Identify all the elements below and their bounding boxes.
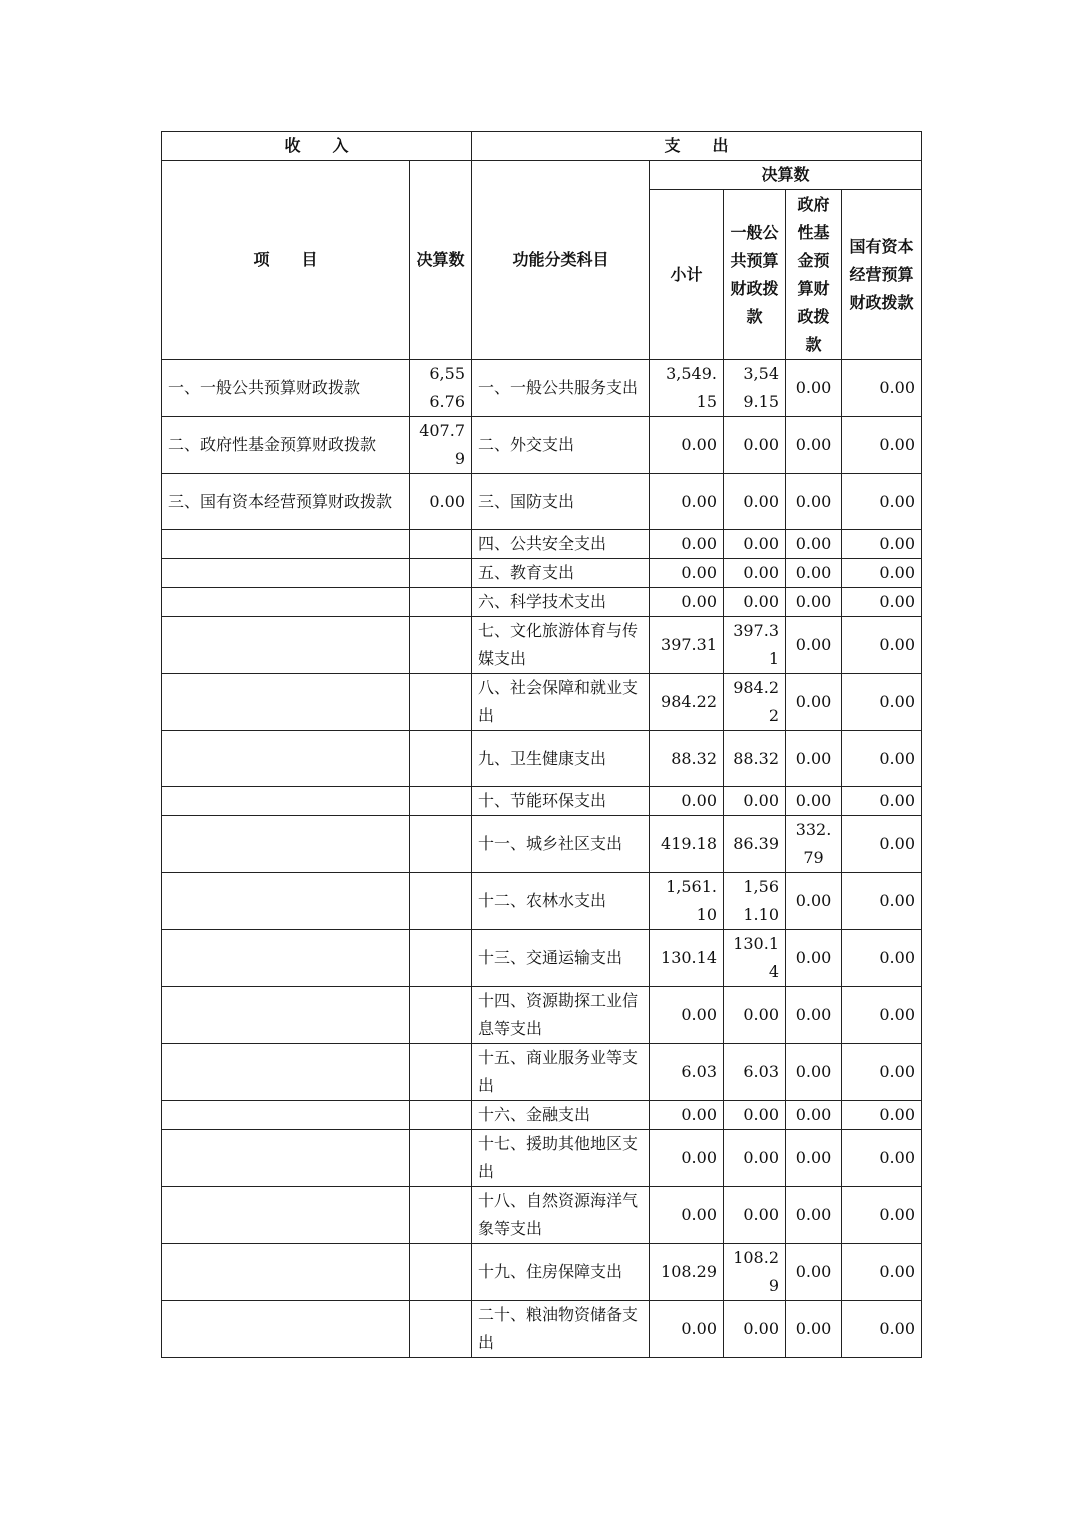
- subtotal-cell: 0.00: [650, 530, 724, 559]
- subtotal-cell: 130.14: [650, 930, 724, 987]
- general-public-cell: 0.00: [724, 559, 786, 588]
- income-value-cell: 407.79: [410, 417, 472, 474]
- income-item-cell: [162, 1187, 410, 1244]
- gov-fund-cell: 0.00: [786, 731, 842, 787]
- income-item-cell: [162, 787, 410, 816]
- category-cell: 七、文化旅游体育与传媒支出: [472, 617, 650, 674]
- table-row: [162, 987, 922, 1044]
- state-capital-cell: 0.00: [842, 873, 922, 930]
- income-value-cell: [410, 1244, 472, 1301]
- category-cell: 四、公共安全支出: [472, 530, 650, 559]
- table-row: [162, 1130, 922, 1187]
- subtotal-cell: 0.00: [650, 1130, 724, 1187]
- subtotal-cell: 0.00: [650, 987, 724, 1044]
- income-item-cell: [162, 588, 410, 617]
- category-cell: 十一、城乡社区支出: [472, 816, 650, 873]
- gov-fund-cell: 0.00: [786, 787, 842, 816]
- gov-fund-cell: 0.00: [786, 1130, 842, 1187]
- budget-final-header: 决算数: [650, 161, 922, 190]
- gov-fund-cell: 0.00: [786, 1244, 842, 1301]
- income-item-cell: [162, 1101, 410, 1130]
- gov-fund-cell: 0.00: [786, 873, 842, 930]
- item-header: 项 目: [162, 161, 410, 360]
- state-capital-cell: 0.00: [842, 617, 922, 674]
- state-capital-cell: 0.00: [842, 417, 922, 474]
- gov-fund-cell: 0.00: [786, 417, 842, 474]
- subtotal-cell: 0.00: [650, 417, 724, 474]
- income-header: 收 入: [162, 132, 472, 161]
- state-capital-cell: 0.00: [842, 930, 922, 987]
- table-row: [162, 530, 922, 559]
- category-cell: 五、教育支出: [472, 559, 650, 588]
- category-cell: 九、卫生健康支出: [472, 731, 650, 787]
- income-value-cell: [410, 559, 472, 588]
- gov-fund-cell: 0.00: [786, 617, 842, 674]
- subtotal-cell: 0.00: [650, 559, 724, 588]
- income-value-cell: [410, 731, 472, 787]
- gov-fund-cell: 0.00: [786, 1301, 842, 1358]
- gov-fund-cell: 0.00: [786, 674, 842, 731]
- category-cell: 一、一般公共服务支出: [472, 360, 650, 417]
- state-capital-cell: 0.00: [842, 559, 922, 588]
- income-value-cell: [410, 1044, 472, 1101]
- state-capital-cell: 0.00: [842, 474, 922, 530]
- category-cell: 十九、住房保障支出: [472, 1244, 650, 1301]
- subtotal-cell: 3,549.15: [650, 360, 724, 417]
- income-value-cell: 6,556.76: [410, 360, 472, 417]
- state-capital-cell: 0.00: [842, 987, 922, 1044]
- income-item-cell: [162, 1301, 410, 1358]
- income-value-cell: 0.00: [410, 474, 472, 530]
- state-capital-cell: 0.00: [842, 360, 922, 417]
- table-row: [162, 930, 922, 987]
- income-value-cell: [410, 1101, 472, 1130]
- subtotal-cell: 0.00: [650, 474, 724, 530]
- general-public-cell: 0.00: [724, 787, 786, 816]
- subtotal-header: 小计: [650, 190, 724, 360]
- subtotal-cell: 0.00: [650, 1101, 724, 1130]
- gov-fund-cell: 0.00: [786, 474, 842, 530]
- subtotal-cell: 6.03: [650, 1044, 724, 1101]
- general-public-cell: 0.00: [724, 1101, 786, 1130]
- general-public-cell: 0.00: [724, 588, 786, 617]
- category-cell: 十八、自然资源海洋气象等支出: [472, 1187, 650, 1244]
- general-public-cell: 130.14: [724, 930, 786, 987]
- subtotal-cell: 108.29: [650, 1244, 724, 1301]
- subtotal-cell: 0.00: [650, 1301, 724, 1358]
- state-capital-cell: 0.00: [842, 588, 922, 617]
- final-amount-header: 决算数: [410, 161, 472, 360]
- category-cell: 二十、粮油物资储备支出: [472, 1301, 650, 1358]
- gov-fund-cell: 0.00: [786, 530, 842, 559]
- gov-fund-cell: 0.00: [786, 1101, 842, 1130]
- subtotal-cell: 0.00: [650, 588, 724, 617]
- gov-fund-cell: 0.00: [786, 588, 842, 617]
- income-value-cell: [410, 930, 472, 987]
- header-row-top: [162, 132, 922, 161]
- table-row: [162, 1044, 922, 1101]
- table-row: [162, 1244, 922, 1301]
- state-capital-cell: 0.00: [842, 1101, 922, 1130]
- income-item-cell: [162, 530, 410, 559]
- general-public-header: 一般公共预算财政拨款: [724, 190, 786, 360]
- general-public-cell: 0.00: [724, 530, 786, 559]
- subtotal-cell: 984.22: [650, 674, 724, 731]
- state-capital-cell: 0.00: [842, 787, 922, 816]
- income-item-cell: [162, 1130, 410, 1187]
- subtotal-cell: 0.00: [650, 1187, 724, 1244]
- table-row: [162, 787, 922, 816]
- income-item-cell: [162, 617, 410, 674]
- income-value-cell: [410, 987, 472, 1044]
- general-public-cell: 984.22: [724, 674, 786, 731]
- income-item-cell: 二、政府性基金预算财政拨款: [162, 417, 410, 474]
- subtotal-cell: 1,561.10: [650, 873, 724, 930]
- general-public-cell: 0.00: [724, 987, 786, 1044]
- general-public-cell: 86.39: [724, 816, 786, 873]
- income-item-cell: [162, 1044, 410, 1101]
- category-cell: 八、社会保障和就业支出: [472, 674, 650, 731]
- income-item-cell: [162, 1244, 410, 1301]
- income-value-cell: [410, 1301, 472, 1358]
- income-value-cell: [410, 816, 472, 873]
- income-item-cell: 一、一般公共预算财政拨款: [162, 360, 410, 417]
- general-public-cell: 1,561.10: [724, 873, 786, 930]
- income-value-cell: [410, 674, 472, 731]
- table-row: [162, 1301, 922, 1358]
- general-public-cell: 3,549.15: [724, 360, 786, 417]
- income-value-cell: [410, 617, 472, 674]
- category-cell: 十二、农林水支出: [472, 873, 650, 930]
- income-item-cell: [162, 731, 410, 787]
- income-item-cell: [162, 674, 410, 731]
- general-public-cell: 0.00: [724, 1130, 786, 1187]
- state-capital-cell: 0.00: [842, 674, 922, 731]
- general-public-cell: 0.00: [724, 474, 786, 530]
- table-row: [162, 559, 922, 588]
- subtotal-cell: 0.00: [650, 787, 724, 816]
- state-capital-cell: 0.00: [842, 1187, 922, 1244]
- income-value-cell: [410, 1187, 472, 1244]
- state-capital-cell: 0.00: [842, 816, 922, 873]
- income-value-cell: [410, 588, 472, 617]
- category-cell: 十七、援助其他地区支出: [472, 1130, 650, 1187]
- income-item-cell: [162, 559, 410, 588]
- category-header: 功能分类科目: [472, 161, 650, 360]
- category-cell: 二、外交支出: [472, 417, 650, 474]
- gov-fund-cell: 0.00: [786, 360, 842, 417]
- state-capital-cell: 0.00: [842, 1130, 922, 1187]
- state-capital-cell: 0.00: [842, 1244, 922, 1301]
- income-value-cell: [410, 1130, 472, 1187]
- table-row: [162, 731, 922, 787]
- category-cell: 十、节能环保支出: [472, 787, 650, 816]
- general-public-cell: 0.00: [724, 1301, 786, 1358]
- general-public-cell: 6.03: [724, 1044, 786, 1101]
- gov-fund-cell: 332.79: [786, 816, 842, 873]
- income-value-cell: [410, 873, 472, 930]
- table-row: [162, 816, 922, 873]
- general-public-cell: 88.32: [724, 731, 786, 787]
- gov-fund-cell: 0.00: [786, 987, 842, 1044]
- table-row: [162, 674, 922, 731]
- state-capital-header: 国有资本经营预算财政拨款: [842, 190, 922, 360]
- income-value-cell: [410, 530, 472, 559]
- subtotal-cell: 397.31: [650, 617, 724, 674]
- state-capital-cell: 0.00: [842, 530, 922, 559]
- table-row: [162, 873, 922, 930]
- category-cell: 十六、金融支出: [472, 1101, 650, 1130]
- subtotal-cell: 88.32: [650, 731, 724, 787]
- gov-fund-cell: 0.00: [786, 930, 842, 987]
- general-public-cell: 108.29: [724, 1244, 786, 1301]
- table-row: [162, 617, 922, 674]
- category-cell: 三、国防支出: [472, 474, 650, 530]
- state-capital-cell: 0.00: [842, 1044, 922, 1101]
- income-item-cell: 三、国有资本经营预算财政拨款: [162, 474, 410, 530]
- category-cell: 六、科学技术支出: [472, 588, 650, 617]
- general-public-cell: 0.00: [724, 417, 786, 474]
- expense-header: 支 出: [472, 132, 922, 161]
- income-item-cell: [162, 930, 410, 987]
- category-cell: 十三、交通运输支出: [472, 930, 650, 987]
- gov-fund-cell: 0.00: [786, 559, 842, 588]
- subtotal-cell: 419.18: [650, 816, 724, 873]
- table-row: [162, 360, 922, 417]
- category-cell: 十四、资源勘探工业信息等支出: [472, 987, 650, 1044]
- table-row: [162, 417, 922, 474]
- income-item-cell: [162, 873, 410, 930]
- table-row: [162, 588, 922, 617]
- income-item-cell: [162, 816, 410, 873]
- general-public-cell: 397.31: [724, 617, 786, 674]
- gov-fund-header: 政府性基金预算财政拨款: [786, 190, 842, 360]
- gov-fund-cell: 0.00: [786, 1187, 842, 1244]
- income-value-cell: [410, 787, 472, 816]
- income-item-cell: [162, 987, 410, 1044]
- state-capital-cell: 0.00: [842, 1301, 922, 1358]
- gov-fund-cell: 0.00: [786, 1044, 842, 1101]
- category-cell: 十五、商业服务业等支出: [472, 1044, 650, 1101]
- table-row: [162, 474, 922, 530]
- budget-table: [161, 131, 922, 1358]
- header-row-middle: [162, 161, 922, 190]
- state-capital-cell: 0.00: [842, 731, 922, 787]
- table-row: [162, 1101, 922, 1130]
- table-row: [162, 1187, 922, 1244]
- general-public-cell: 0.00: [724, 1187, 786, 1244]
